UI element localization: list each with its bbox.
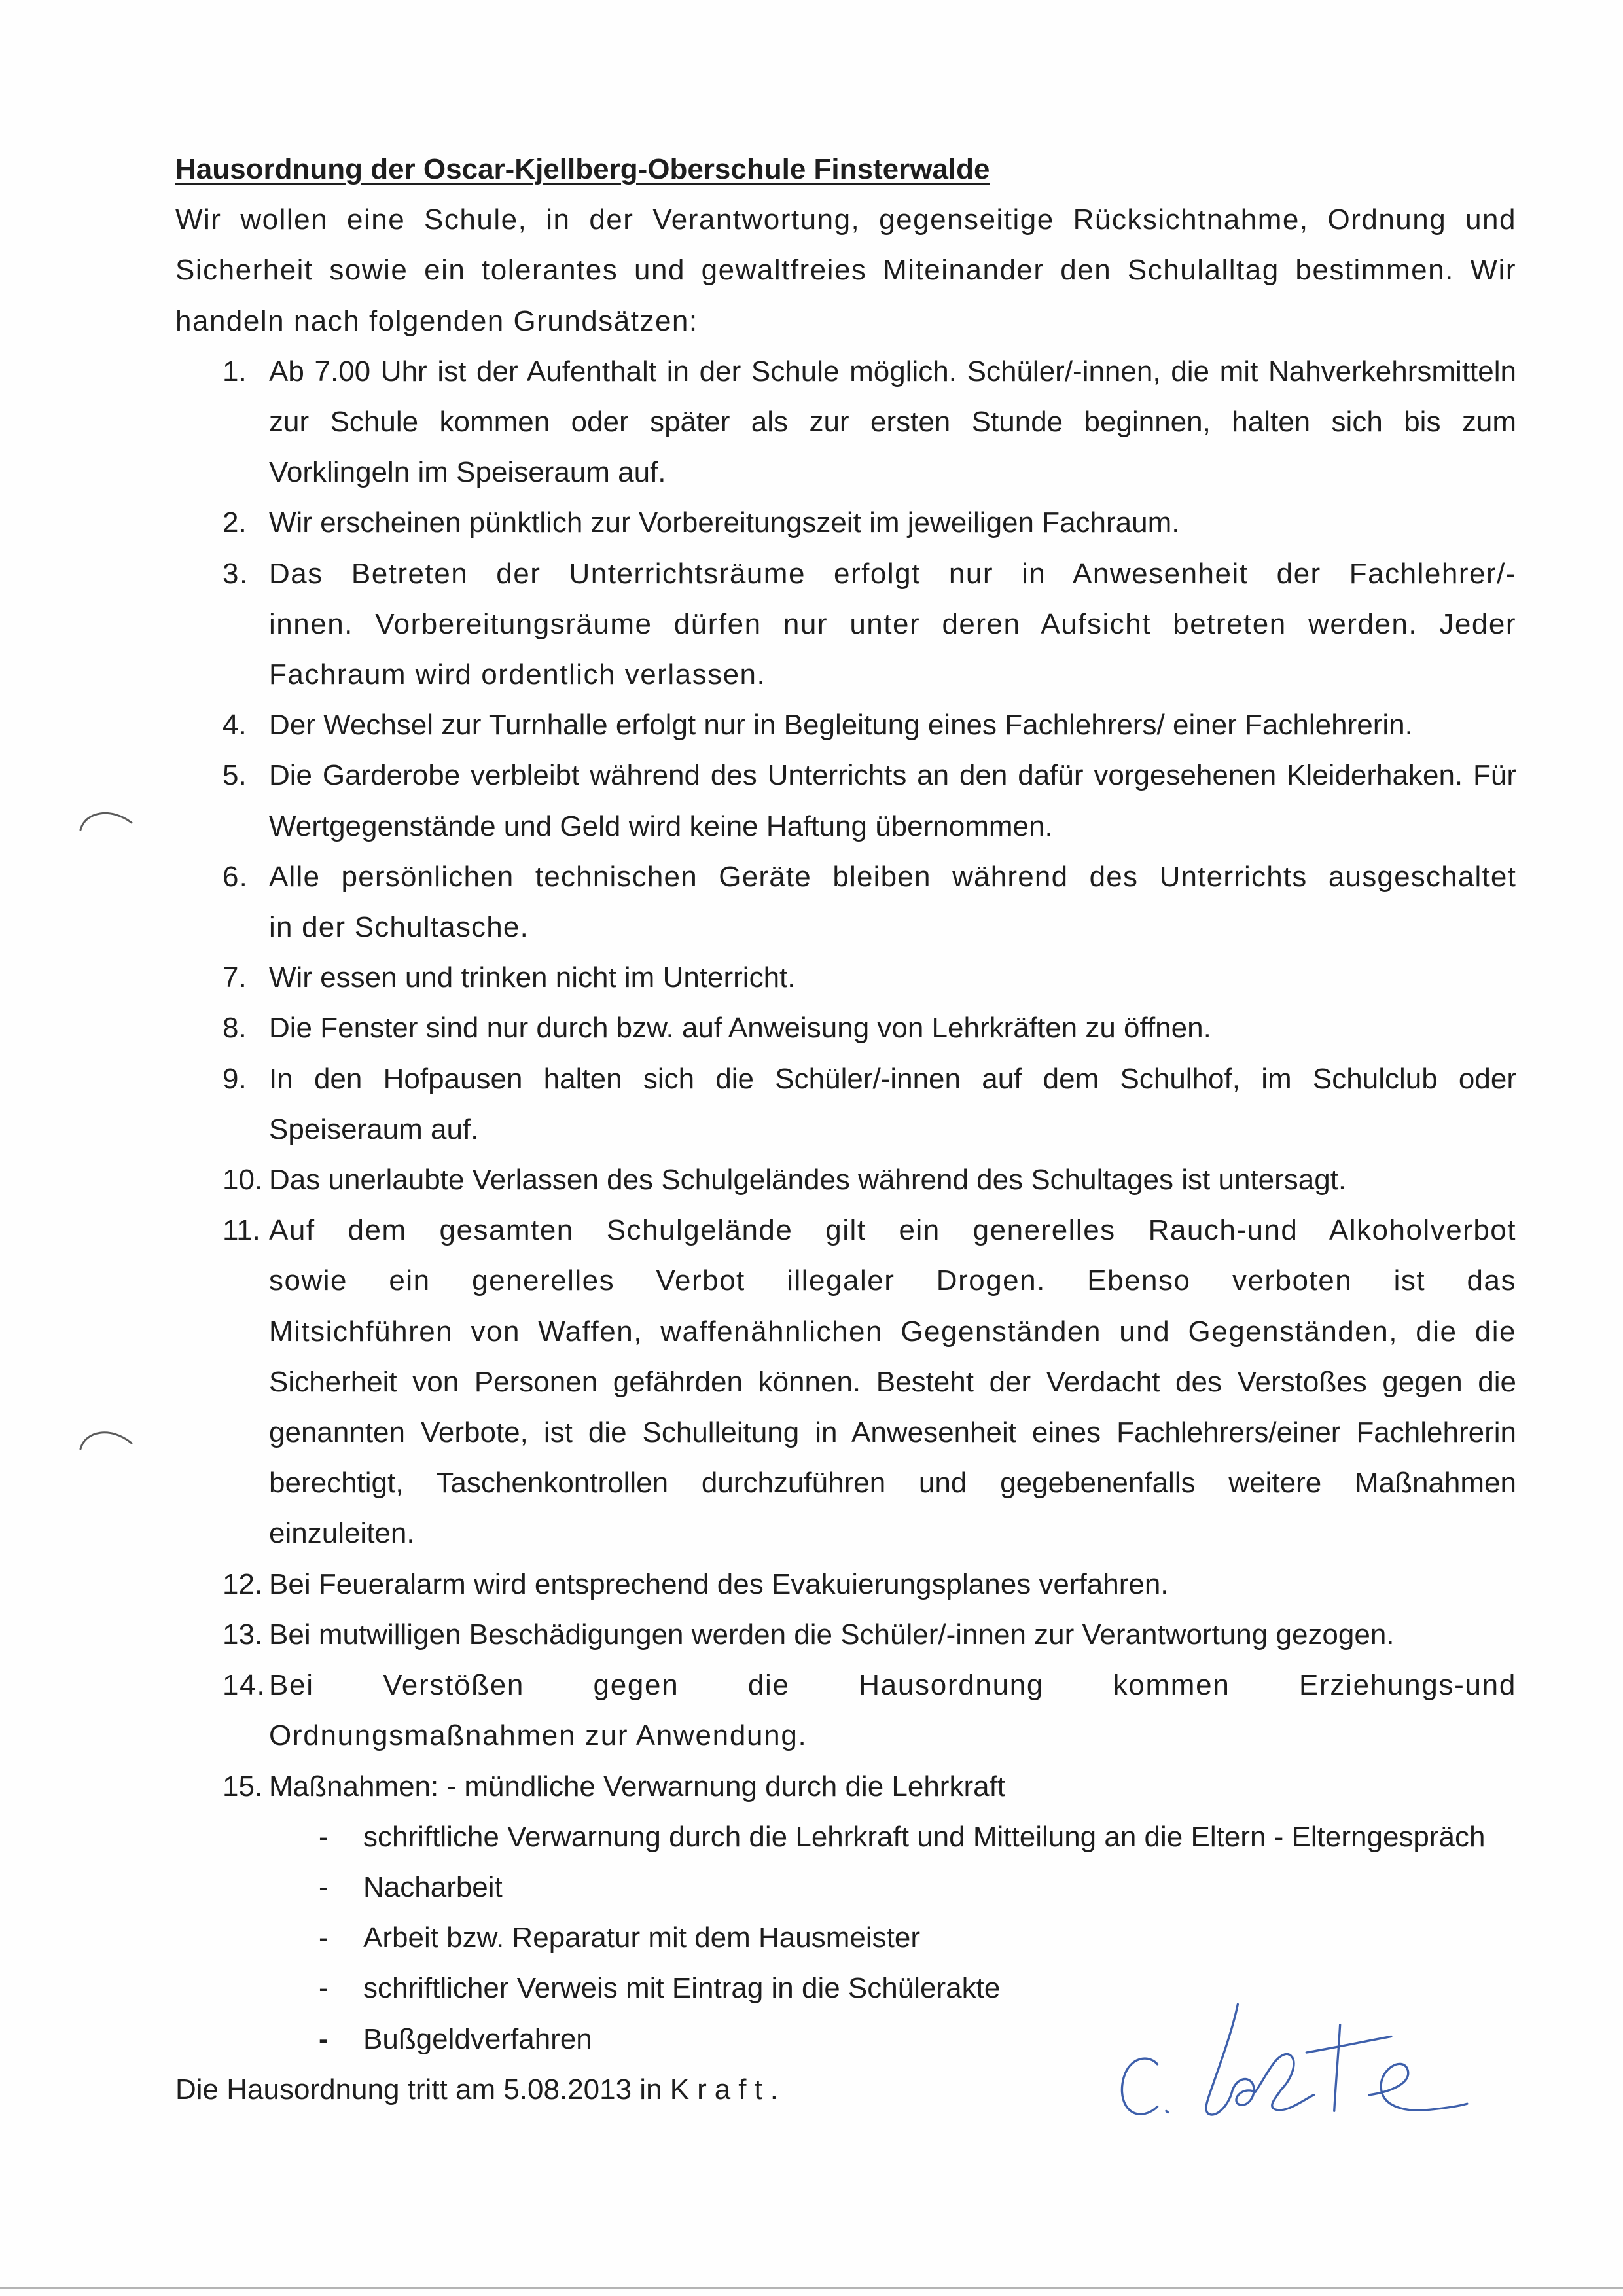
signature-stroke [1166, 2111, 1168, 2112]
rule-item-7 [175, 952, 1516, 1003]
rules-list [175, 346, 1516, 2064]
rule-item-14 [175, 1660, 1516, 1761]
rule-number: 1. [223, 355, 247, 387]
measure-bullet: - [319, 1922, 329, 1954]
rule-item-11 [175, 1205, 1516, 1558]
rule-item-6 [175, 852, 1516, 952]
rule-text-line: berechtigt, Taschenkontrollen durchzuführen und gegebenenfalls weitere Maßnahmen [269, 1467, 1516, 1499]
rule-item-4 [175, 700, 1516, 750]
rule-item-10 [175, 1155, 1516, 1205]
rule-text-line: genannten Verbote, ist die Schulleitung in Anwesenheit eines Fachlehrers/einer Fachlehrerin [269, 1416, 1516, 1449]
rule-item-3 [175, 548, 1516, 700]
rule-text-line: in der Schultasche. [269, 911, 529, 944]
rule-text-line: Wertgegenstände und Geld wird keine Haftung übernommen. [269, 810, 1053, 842]
rule-number: 10. [223, 1164, 263, 1196]
rule-number: 2. [223, 507, 247, 539]
rule-number: 13. [223, 1618, 263, 1651]
measure-item [175, 1912, 1516, 1963]
measure-bullet: - [319, 1820, 329, 1853]
rule-number: 3. [223, 557, 249, 590]
rule-number: 15. [223, 1770, 263, 1803]
rule-text-line: Die Fenster sind nur durch bzw. auf Anweisung von Lehrkräften zu öffnen. [269, 1012, 1211, 1045]
rule-text-line: sowie ein generelles Verbot illegaler Drogen. Ebenso verboten ist das [269, 1265, 1516, 1297]
rule-item-13 [175, 1609, 1516, 1660]
rule-text-line: Wir erscheinen pünktlich zur Vorbereitungszeit im jeweiligen Fachraum. [269, 507, 1180, 539]
measure-bullet: - [319, 1871, 329, 1903]
punch-hole-arc [80, 1433, 132, 1449]
rule-item-2 [175, 497, 1516, 548]
punch-hole-mark [72, 1420, 144, 1460]
rule-number: 11. [223, 1214, 260, 1247]
rule-text-line: Bei mutwilligen Beschädigungen werden die Schüler/-innen zur Verantwortung gezogen. [269, 1618, 1395, 1651]
effective-date-text: Die Hausordnung tritt am 5.08.2013 in [175, 2073, 662, 2106]
signature-stroke [1369, 2064, 1467, 2110]
rule-number: 14. [223, 1669, 266, 1702]
measure-item [175, 1812, 1516, 1862]
measure-text: schriftliche Verwarnung durch die Lehrkraft und Mitteilung an die Eltern - Elterngespräch [363, 1820, 1486, 1853]
rule-text-line: In den Hofpausen halten sich die Schüler/-innen auf dem Schulhof, im Schulclub oder [269, 1062, 1516, 1095]
intro-line: handeln nach folgenden Grundsätzen: [175, 304, 698, 337]
rule-item-12 [175, 1559, 1516, 1609]
rule-number: 8. [223, 1012, 247, 1045]
rule-text-line: Auf dem gesamten Schulgelände gilt ein generelles Rauch-und Alkoholverbot [269, 1214, 1516, 1247]
measure-text: Arbeit bzw. Reparatur mit dem Hausmeister [363, 1922, 920, 1954]
measure-text: Bußgeldverfahren [363, 2022, 592, 2055]
rule-number: 12. [223, 1568, 263, 1600]
rule-text-line: Ordnungsmaßnahmen zur Anwendung. [269, 1719, 808, 1752]
rule-text-line: Der Wechsel zur Turnhalle erfolgt nur in Begleitung eines Fachlehrers/ einer Fachlehrerin. [269, 709, 1413, 742]
rule-text-line: Mitsichführen von Waffen, waffenähnlichen Gegenständen und Gegenständen, die die [269, 1315, 1516, 1348]
rule-item-1 [175, 346, 1516, 498]
rule-item-8 [175, 1003, 1516, 1053]
rule-text-line: Vorklingeln im Speiseraum auf. [269, 456, 666, 489]
punch-hole-arc [80, 813, 132, 830]
rule-text-line: Das unerlaubte Verlassen des Schulgeländes während des Schultages ist untersagt. [269, 1164, 1347, 1196]
rule-number: 9. [223, 1062, 247, 1095]
intro-paragraph [175, 194, 1516, 346]
document-title: Hausordnung der Oscar-Kjellberg-Oberschule Finsterwalde [175, 153, 990, 185]
rule-text-line: Bei Feueralarm wird entsprechend des Evakuierungsplanes verfahren. [269, 1568, 1169, 1600]
rule-number: 4. [223, 709, 247, 742]
rule-text-line: einzuleiten. [269, 1517, 415, 1550]
rule-number: 7. [223, 961, 247, 994]
effective-date-emphasis: Kraft. [669, 2073, 786, 2106]
rule-text-line: Maßnahmen: - mündliche Verwarnung durch die Lehrkraft [269, 1770, 1006, 1803]
intro-line: Wir wollen eine Schule, in der Verantwortung, gegenseitige Rücksichtnahme, Ordnung und [175, 204, 1516, 236]
rule-text-line: Alle persönlichen technischen Geräte bleiben während des Unterrichts ausgeschaltet [269, 860, 1516, 893]
measure-text: Nacharbeit [363, 1871, 503, 1903]
rule-text-line: Fachraum wird ordentlich verlassen. [269, 658, 766, 691]
document-body [175, 144, 1516, 2115]
rule-item-5 [175, 750, 1516, 851]
measure-bullet: - [319, 2022, 329, 2055]
rule-item-15 [175, 1761, 1516, 1812]
rule-text-line: Sicherheit von Personen gefährden können. Besteht der Verdacht des Verstoßes gegen die [269, 1365, 1516, 1398]
scan-edge-line [0, 2287, 1623, 2289]
rule-text-line: Die Garderobe verbleibt während des Unterrichts an den dafür vorgesehenen Kleiderhaken. Für [269, 759, 1516, 792]
measure-bullet: - [319, 1972, 329, 2005]
signature [1106, 1990, 1472, 2140]
rule-text-line: Speiseraum auf. [269, 1113, 479, 1145]
punch-hole-mark [72, 802, 144, 841]
rule-text-line: zur Schule kommen oder später als zur ersten Stunde beginnen, halten sich bis zum [269, 406, 1516, 439]
rule-number: 5. [223, 759, 247, 792]
rule-text-line: Das Betreten der Unterrichtsräume erfolgt nur in Anwesenheit der Fachlehrer/- [269, 557, 1516, 590]
signature-stroke [1306, 2036, 1391, 2053]
measure-text: schriftlicher Verweis mit Eintrag in die Schülerakte [363, 1972, 1001, 2005]
intro-line: Sicherheit sowie ein tolerantes und gewaltfreies Miteinander den Schulalltag bestimmen. Wir [175, 254, 1516, 287]
rule-text-line: Bei Verstößen gegen die Hausordnung kommen Erziehungs-und [269, 1669, 1516, 1702]
measure-item [175, 1862, 1516, 1912]
signature-stroke [1334, 2025, 1340, 2111]
signature-stroke [1122, 2058, 1157, 2114]
rule-text-line: Ab 7.00 Uhr ist der Aufenthalt in der Schule möglich. Schüler/-innen, die mit Nahverkehrsmitteln [269, 355, 1516, 387]
rule-number: 6. [223, 860, 249, 893]
signature-stroke [1206, 2004, 1313, 2115]
rule-item-9 [175, 1054, 1516, 1155]
rule-text-line: innen. Vorbereitungsräume dürfen nur unter deren Aufsicht betreten werden. Jeder [269, 607, 1516, 640]
rule-text-line: Wir essen und trinken nicht im Unterricht. [269, 961, 796, 994]
